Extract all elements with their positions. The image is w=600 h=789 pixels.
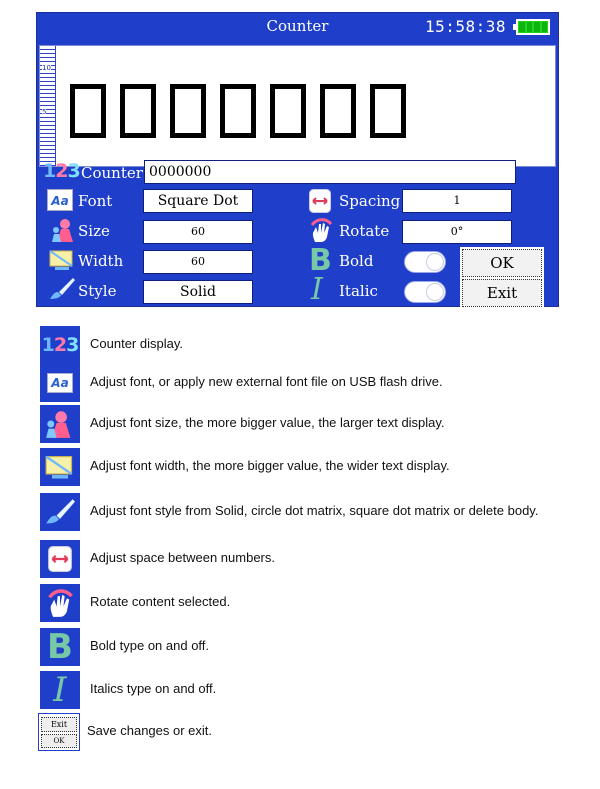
spacing-icon <box>309 189 331 217</box>
rotate-hand-icon <box>40 584 80 622</box>
legend-item-font <box>40 364 600 402</box>
preview-digits <box>70 84 406 138</box>
style-field[interactable]: Solid <box>144 281 252 303</box>
bold-icon: B <box>309 243 332 278</box>
italic-icon: I <box>311 272 323 307</box>
preview-digit-box <box>370 84 406 138</box>
device-screen <box>36 12 559 307</box>
title-bar <box>37 13 558 43</box>
italic-label: Italic <box>339 282 378 300</box>
vertical-ruler <box>40 46 56 166</box>
legend-text-font: Adjust font, or apply new external font file on USB flash drive. <box>90 374 443 389</box>
ruler-mark-5: 5 <box>42 108 47 116</box>
legend-text-style: Adjust font style from Solid, circle dot matrix, square dot matrix or delete body. <box>90 503 539 518</box>
legend-text-rotate: Rotate content selected. <box>90 594 231 609</box>
rotate-label: Rotate <box>339 222 390 240</box>
size-icon <box>40 405 80 443</box>
legend-item-spacing <box>40 540 600 578</box>
width-icon <box>49 248 75 276</box>
rotate-field[interactable]: 0° <box>403 221 511 243</box>
legend-item-exit-ok <box>38 713 598 751</box>
rotate-row <box>309 221 554 243</box>
mini-exit-button: Exit <box>41 717 77 732</box>
exit-button[interactable]: Exit <box>462 279 542 307</box>
exit-ok-icon <box>38 713 80 751</box>
size-icon <box>51 217 77 247</box>
font-label: Font <box>78 192 113 210</box>
legend-text-italic: Italics type on and off. <box>90 681 217 696</box>
size-field[interactable]: 60 <box>144 221 252 243</box>
bold-icon: B <box>40 628 80 666</box>
legend-item-rotate <box>40 584 600 622</box>
preview-digit-box <box>270 84 306 138</box>
legend-item-size <box>40 405 600 443</box>
legend-item-width <box>40 448 600 486</box>
font-aa-icon: Aa <box>40 364 80 402</box>
legend-text-size: Adjust font size, the more bigger value, the larger text display. <box>90 415 445 430</box>
bold-toggle[interactable] <box>404 251 446 273</box>
preview-digit-box <box>220 84 256 138</box>
preview-digit-box <box>120 84 156 138</box>
counter-123-icon: 123 <box>43 160 80 182</box>
counter-123-icon: 123 <box>40 326 80 364</box>
preview-digit-box <box>320 84 356 138</box>
legend-item-italic <box>40 671 600 709</box>
screen-title: Counter <box>266 17 329 35</box>
bold-label: Bold <box>339 252 374 270</box>
legend-item-style <box>40 493 600 531</box>
legend-item-bold <box>40 628 600 666</box>
counter-field[interactable]: 0000000 <box>145 161 515 183</box>
spacing-icon <box>40 540 80 578</box>
style-brush-icon <box>40 493 80 531</box>
italic-toggle[interactable] <box>404 281 446 303</box>
font-field[interactable]: Square Dot <box>144 190 252 212</box>
clock: 15:58:38 <box>424 17 506 36</box>
italic-icon: I <box>40 671 80 709</box>
spacing-field[interactable]: 1 <box>403 190 511 212</box>
legend-text-spacing: Adjust space between numbers. <box>90 550 275 565</box>
spacing-row <box>309 191 554 213</box>
preview-digit-box <box>170 84 206 138</box>
ok-button[interactable]: OK <box>462 249 542 277</box>
legend-item-counter <box>40 326 600 364</box>
width-field[interactable]: 60 <box>144 251 252 273</box>
spacing-label: Spacing <box>339 192 401 210</box>
preview-digit-box <box>70 84 106 138</box>
mini-ok-button: OK <box>41 734 77 748</box>
style-brush-icon <box>49 277 75 305</box>
counter-preview <box>39 45 556 167</box>
legend-text-bold: Bold type on and off. <box>90 638 210 653</box>
style-label: Style <box>78 282 117 300</box>
ruler-mark-10: 10 <box>42 64 51 72</box>
battery-icon <box>516 19 550 35</box>
counter-row <box>43 161 553 183</box>
legend-text-exit-ok: Save changes or exit. <box>87 723 213 738</box>
width-icon <box>40 448 80 486</box>
counter-label: Counter <box>81 164 143 182</box>
svg-text:Aa: Aa <box>51 194 69 208</box>
legend-text-width: Adjust font width, the more bigger value, the wider text display. <box>90 458 450 473</box>
font-aa-icon <box>47 189 73 215</box>
legend-text-counter: Counter display. <box>90 336 183 351</box>
size-label: Size <box>78 222 110 240</box>
width-label: Width <box>78 252 124 270</box>
